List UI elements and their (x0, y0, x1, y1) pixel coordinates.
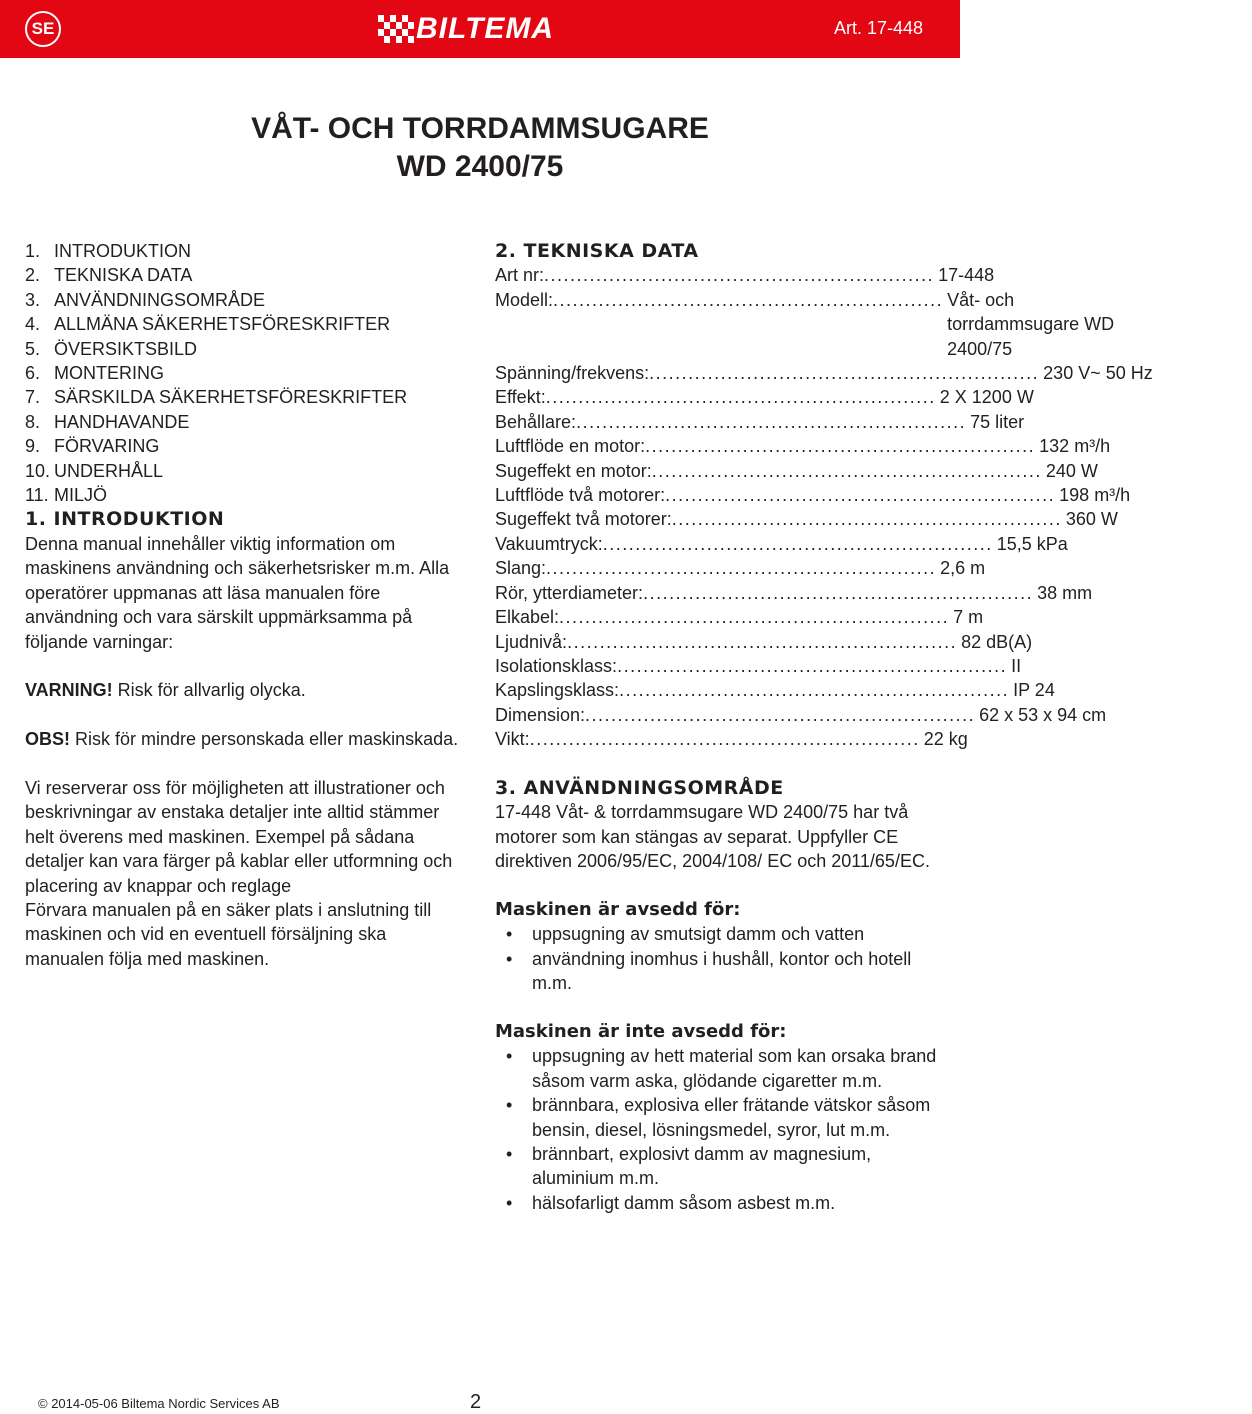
page-number: 2 (470, 1391, 482, 1413)
table-of-contents (25, 239, 460, 507)
toc-number: 11. (25, 485, 49, 506)
brand-name: BILTEMA (416, 12, 555, 45)
right-column (495, 239, 1153, 1215)
spec-label: Kapslingsklass: (495, 680, 620, 701)
dot-leader: ............................................................ (617, 655, 1008, 676)
reservation-paragraph: Vi reserverar oss för möjligheten att illustrationer och beskrivningar av enstaka detaljer inte alltid stämmer helt överens med maskinen. Exempel på sådana detaljer kan vara färger på kablar eller utformning och placering av knappar och reglage (25, 777, 453, 896)
spec-value: 15,5 kPa (996, 533, 1068, 554)
dot-leader: ............................................................ (602, 533, 993, 554)
dot-leader: ............................................................ (559, 607, 950, 628)
dot-leader: ............................................................ (651, 460, 1042, 481)
spec-row (495, 556, 986, 580)
spec-row (495, 703, 1107, 727)
spec-label: Isolationsklass: (495, 655, 618, 676)
spec-value: Våt- och torrdammsugare WD 2400/75 (947, 289, 1115, 359)
toc-label: ALLMÄNA SÄKERHETSFÖRESKRIFTER (54, 314, 391, 335)
toc-number: 8. (25, 411, 41, 432)
spec-value: 75 liter (970, 411, 1025, 432)
spec-row (495, 385, 1034, 409)
dot-leader: ............................................................ (576, 411, 967, 432)
spec-value: 38 mm (1037, 582, 1093, 603)
article-number: Art. 17-448 (833, 18, 923, 38)
toc-label: MILJÖ (54, 485, 108, 506)
toc-label: MONTERING (54, 363, 164, 384)
spec-label: Art nr: (495, 265, 545, 286)
spec-label: Vakuumtryck: (495, 533, 603, 554)
spec-row (495, 434, 1111, 458)
toc-number: 6. (25, 363, 41, 384)
not-intended-heading: Maskinen är inte avsedd för: (495, 1020, 787, 1042)
dot-leader: ............................................................ (649, 363, 1040, 384)
title-line-1: VÅT- OCH TORRDAMMSUGARE (251, 112, 709, 145)
spec-row (495, 654, 1022, 678)
toc-item (25, 288, 460, 312)
spec-value: 2 X 1200 W (939, 387, 1034, 408)
title-line-2: WD 2400/75 (396, 150, 564, 183)
spec-list (495, 263, 1153, 751)
spec-label: Rör, ytterdiameter: (495, 582, 644, 603)
spec-value: 132 m³/h (1039, 436, 1111, 457)
spec-label: Spänning/frekvens: (495, 363, 650, 384)
spec-value: IP 24 (1013, 680, 1055, 701)
biltema-logo (378, 13, 554, 45)
not-intended-list (495, 1044, 940, 1215)
warning-label: VARNING! (25, 680, 113, 701)
intro-paragraph: Denna manual innehåller viktig information om maskinens användning och säkerhetsrisker m.m. Alla operatörer uppmanas att läsa manualen före användning och vara särskilt uppmärksamma på följande varningar: (25, 533, 450, 652)
toc-item (25, 410, 460, 434)
toc-label: FÖRVARING (54, 436, 160, 457)
intended-list (495, 922, 940, 995)
intended-heading: Maskinen är avsedd för: (495, 898, 741, 920)
spec-label: Luftflöde två motorer: (495, 485, 666, 506)
toc-number: 2. (25, 265, 41, 286)
spec-row (495, 288, 1115, 361)
dot-leader: ............................................................ (529, 729, 920, 750)
list-item: • brännbart, explosivt damm av magnesium, aluminium m.m. (495, 1142, 940, 1191)
spec-value: II (1011, 655, 1022, 676)
toc-item (25, 434, 460, 458)
usage-heading: 3. ANVÄNDNINGSOMRÅDE (495, 776, 784, 799)
toc-number: 3. (25, 289, 41, 310)
spec-label: Vikt: (495, 729, 530, 750)
storage-paragraph: Förvara manualen på en säker plats i anslutning till maskinen och vid en eventuell försäljning ska manualen följa med maskinen. (25, 899, 432, 969)
dot-leader: ............................................................ (671, 509, 1062, 530)
list-item: • brännbara, explosiva eller frätande vätskor såsom bensin, diesel, lösningsmedel, syror, lut m.m. (495, 1093, 940, 1142)
dot-leader: ............................................................ (619, 680, 1010, 701)
spec-label: Effekt: (495, 387, 546, 408)
spec-label: Ljudnivå: (495, 631, 568, 652)
usage-paragraph: 17-448 Våt- & torrdammsugare WD 2400/75 har två motorer som kan stängas av separat. Uppfyller CE direktiven 2006/95/EC, 2004/108/ EC och 2011/65/EC. (495, 802, 930, 872)
spec-row (495, 507, 1118, 531)
spec-value: 22 kg (923, 729, 968, 750)
spec-label: Slang: (495, 558, 547, 579)
dot-leader: ............................................................ (567, 631, 958, 652)
spec-value: 230 V~ 50 Hz (1043, 363, 1153, 384)
spec-row (495, 581, 1093, 605)
toc-item (25, 459, 460, 483)
spec-row (495, 532, 1068, 556)
toc-number: 1. (25, 241, 41, 261)
toc-item (25, 337, 460, 361)
spec-row (495, 678, 1055, 702)
warning-line (25, 678, 460, 702)
dot-leader: ............................................................ (553, 289, 944, 310)
spec-value: 62 x 53 x 94 cm (979, 704, 1107, 725)
toc-item (25, 361, 460, 385)
dot-leader: ............................................................ (544, 265, 935, 286)
warning-text: Risk för allvarlig olycka. (112, 680, 306, 701)
toc-item (25, 312, 460, 336)
spec-label: Luftflöde en motor: (495, 436, 646, 457)
toc-number: 7. (25, 387, 41, 408)
toc-number: 4. (25, 314, 41, 335)
toc-item (25, 385, 460, 409)
spec-row (495, 410, 1025, 434)
spec-row (495, 361, 1153, 385)
spec-value: 360 W (1065, 509, 1118, 530)
dot-leader: ............................................................ (545, 387, 936, 408)
toc-label: ANVÄNDNINGSOMRÅDE (54, 289, 266, 310)
spec-value: 198 m³/h (1059, 485, 1131, 506)
toc-item (25, 239, 460, 263)
toc-number: 10. (25, 460, 51, 481)
spec-value: 82 dB(A) (961, 631, 1033, 652)
spec-row (495, 263, 995, 287)
spec-row (495, 483, 1131, 507)
toc-number: 9. (25, 436, 41, 457)
spec-value: 7 m (953, 607, 984, 628)
spec-row (495, 630, 1033, 654)
toc-label: ÖVERSIKTSBILD (54, 338, 198, 359)
spec-row (495, 605, 984, 629)
note-text: Risk för mindre personskada eller maskinskada. (70, 729, 459, 750)
spec-label: Sugeffekt två motorer: (495, 509, 672, 530)
toc-label: HANDHAVANDE (54, 411, 190, 432)
spec-row (495, 459, 1098, 483)
dot-leader: ............................................................ (645, 436, 1036, 457)
language-badge: SE (25, 11, 61, 47)
copyright: © 2014-05-06 Biltema Nordic Services AB (38, 1396, 280, 1411)
toc-label: TEKNISKA DATA (54, 265, 193, 286)
toc-number: 5. (25, 338, 41, 359)
toc-item (25, 263, 460, 287)
header-bar (0, 0, 960, 58)
spec-label: Modell: (495, 289, 554, 310)
dot-leader: ............................................................ (643, 582, 1034, 603)
list-item: • hälsofarligt damm såsom asbest m.m. (495, 1191, 940, 1215)
spec-value: 17-448 (938, 265, 995, 286)
spec-label: Dimension: (495, 704, 586, 725)
note-label: OBS! (25, 729, 70, 750)
list-item: • användning inomhus i hushåll, kontor och hotell m.m. (495, 947, 940, 996)
left-column (25, 239, 460, 971)
toc-label: INTRODUKTION (54, 241, 191, 261)
spec-label: Sugeffekt en motor: (495, 460, 652, 481)
dot-leader: ............................................................ (665, 485, 1056, 506)
list-item: • uppsugning av smutsigt damm och vatten (495, 922, 940, 946)
note-line (25, 727, 460, 751)
dot-leader: ............................................................ (585, 704, 976, 725)
checkered-flag-icon (378, 15, 414, 43)
toc-label: SÄRSKILDA SÄKERHETSFÖRESKRIFTER (54, 387, 408, 408)
spec-row (495, 727, 968, 751)
dot-leader: ............................................................ (546, 558, 937, 579)
spec-label: Behållare: (495, 411, 577, 432)
toc-item (25, 483, 460, 507)
list-item: • uppsugning av hett material som kan orsaka brand såsom varm aska, glödande cigaretter m.m. (495, 1044, 940, 1093)
spec-value: 240 W (1045, 460, 1098, 481)
document-title (0, 110, 960, 186)
tech-heading: 2. TEKNISKA DATA (495, 240, 699, 262)
toc-label: UNDERHÅLL (54, 460, 164, 481)
spec-value: 2,6 m (940, 558, 986, 579)
spec-label: Elkabel: (495, 607, 560, 628)
intro-heading: 1. INTRODUKTION (25, 508, 225, 531)
